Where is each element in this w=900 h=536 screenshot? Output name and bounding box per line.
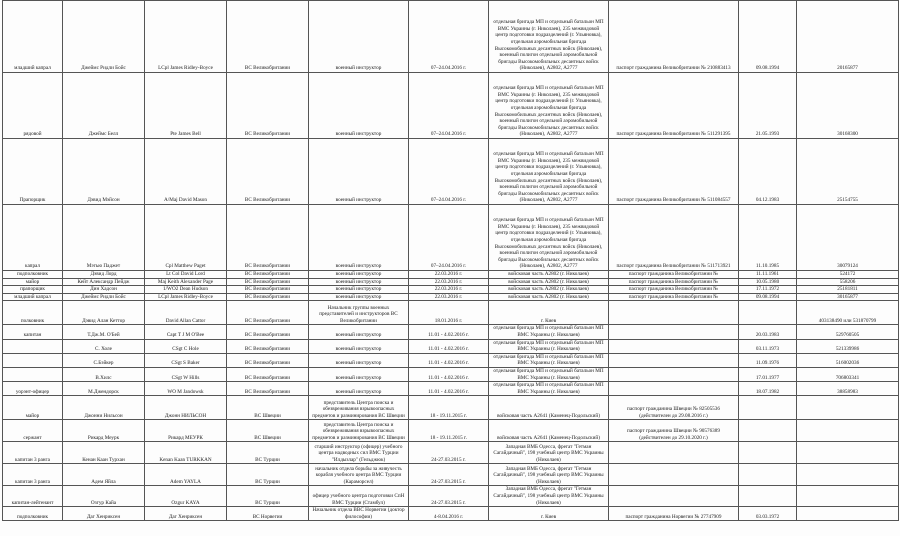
cell-rank: младший капрал bbox=[3, 293, 63, 301]
cell-passport bbox=[609, 339, 739, 353]
cell-country: ВС Швеции bbox=[227, 396, 309, 420]
table-row bbox=[3, 507, 899, 521]
cell-name-en: LCpl James Ridley-Boyce bbox=[145, 1, 227, 73]
cell-unit: Западная ВМБ Одесса, фрегат "Гетман Сагайдачный", 198 учебный центр ВМС Украины (Николаев) bbox=[489, 442, 609, 464]
cell-passport bbox=[609, 442, 739, 464]
cell-name-ru: Кенан Каан Турхан bbox=[63, 442, 145, 464]
cell-name-ru: Рикард Меурк bbox=[63, 420, 145, 442]
cell-country: ВС Великобритании bbox=[227, 382, 309, 396]
cell-unit: отдельная бригада МП и отдельный батальон МП ВМС Украины (г. Николаев), 235 межвидовой центр подготовки подразделений (г. Ульяновка), отдельная аэромобильная бригада Высокомобильных десантных войск (Николаев), военный полигон отдельной аэромобильной бригады Высокомобильных десантных войск (Николаев), А2802, А2777 bbox=[489, 205, 609, 271]
cell-dates: 11.01 - 4.02.2016 г. bbox=[409, 367, 489, 381]
cell-position: военный инструктор bbox=[309, 293, 409, 301]
cell-unit: войсковая часть А2641 (Каменец-Подольский) bbox=[489, 396, 609, 420]
cell-rank: Прапорщик bbox=[3, 139, 63, 205]
cell-unit: г. Киев bbox=[489, 507, 609, 521]
cell-position: военный инструктор bbox=[309, 205, 409, 271]
cell-passport bbox=[609, 301, 739, 325]
cell-name-ru: Озгур Кайа bbox=[63, 486, 145, 507]
cell-unit: отдельная бригада МП и отдельный батальон МП ВМС Украины (г. Николаев), 235 межвидовой центр подготовки подразделений (г. Ульяновка), отдельная аэромобильная бригада Высокомобильных десантных войск (Николаев), военный полигон отдельной аэромобильной бригады Высокомобильных десантных войск (Николаев), А2802, А2777 bbox=[489, 1, 609, 73]
cell-name-en: LCpl James Ridley-Boyce bbox=[145, 293, 227, 301]
cell-name-en: Рикард МЕУРК bbox=[145, 420, 227, 442]
cell-country: ВС Турции bbox=[227, 464, 309, 486]
cell-dates: 22.03.2016 г. bbox=[409, 286, 489, 294]
cell-dob bbox=[739, 396, 797, 420]
cell-country: ВС Швеции bbox=[227, 420, 309, 442]
cell-rank: младший капрал bbox=[3, 1, 63, 73]
cell-rank: капитан 3 ранга bbox=[3, 442, 63, 464]
cell-dates: 24-27.03.2015 г. bbox=[409, 442, 489, 464]
table-row bbox=[3, 1, 899, 73]
cell-position: начальник отдела борьбы за живучесть корабля учебного центра ВМС Турции (Караморсел) bbox=[309, 464, 409, 486]
cell-passport bbox=[609, 353, 739, 367]
cell-name-ru: С. Холе bbox=[63, 339, 145, 353]
cell-country: ВС Великобритании bbox=[227, 278, 309, 286]
cell-name-en: CSgt C Hole bbox=[145, 339, 227, 353]
cell-dob bbox=[739, 420, 797, 442]
cell-name-ru: Т.Дж.М. О'Бей bbox=[63, 325, 145, 339]
cell-dob bbox=[739, 486, 797, 507]
table-row bbox=[3, 339, 899, 353]
cell-rank: майор bbox=[3, 396, 63, 420]
cell-country: ВС Великобритании bbox=[227, 139, 309, 205]
cell-dob: 17.11.1972 bbox=[739, 286, 797, 294]
cell-num: 20165877 bbox=[797, 1, 899, 73]
cell-num: 516002036 bbox=[797, 353, 899, 367]
cell-position: старший инструктор (офицер) учебного центра надводных сил ВМС Турции "Илдызлар" (Гельджюк) bbox=[309, 442, 409, 464]
cell-num: 30165877 bbox=[797, 293, 899, 301]
cell-position: представитель Центра поиска и обезвреживания взрывоопасных предметов и разминирования ВС Швеции bbox=[309, 420, 409, 442]
table-row bbox=[3, 382, 899, 396]
cell-dates: 24-27.03.2015 г. bbox=[409, 486, 489, 507]
cell-dates: 4-8.04.2016 г. bbox=[409, 507, 489, 521]
cell-name-ru: Джеймс Ридли Бойс bbox=[63, 1, 145, 73]
cell-dob: 20.03.1983 bbox=[739, 325, 797, 339]
cell-position: военный инструктор bbox=[309, 139, 409, 205]
table-row bbox=[3, 278, 899, 286]
cell-dob bbox=[739, 442, 797, 464]
cell-dob bbox=[739, 301, 797, 325]
cell-passport bbox=[609, 486, 739, 507]
cell-dob: 10.05.1980 bbox=[739, 278, 797, 286]
table-row bbox=[3, 301, 899, 325]
cell-unit: отдельная бригада МП и отдельный батальон МП ВМС Украины (г. Николаев) bbox=[489, 353, 609, 367]
cell-dates: 18 - 19.11.2015 г. bbox=[409, 420, 489, 442]
cell-country: ВС Турции bbox=[227, 486, 309, 507]
cell-position: военный инструктор bbox=[309, 367, 409, 381]
cell-num: 30168300 bbox=[797, 73, 899, 139]
table-row bbox=[3, 367, 899, 381]
cell-num: 25154755 bbox=[797, 139, 899, 205]
cell-dates: 11.01 - 4.02.2016 г. bbox=[409, 353, 489, 367]
cell-dates: 07–24.04.2016 г. bbox=[409, 205, 489, 271]
cell-rank: полковник bbox=[3, 301, 63, 325]
cell-unit: Западная ВМБ Одесса, фрегат "Гетман Сагайдачный", 198 учебный центр ВМС Украины (Николаев) bbox=[489, 464, 609, 486]
cell-name-en: Cpl Matthew Paget bbox=[145, 205, 227, 271]
cell-dates: 18.01.2016 г. bbox=[409, 301, 489, 325]
table-row bbox=[3, 442, 899, 464]
cell-country: ВС Великобритании bbox=[227, 353, 309, 367]
table-row bbox=[3, 271, 899, 279]
cell-passport bbox=[609, 367, 739, 381]
cell-name-en: Capt T J M O'Bee bbox=[145, 325, 227, 339]
cell-country: ВС Великобритании bbox=[227, 325, 309, 339]
cell-dates: 18 - 19.11.2015 г. bbox=[409, 396, 489, 420]
cell-name-en: Даг Хенриксен bbox=[145, 507, 227, 521]
cell-name-en: Ozgur KAYA bbox=[145, 486, 227, 507]
cell-unit: войсковая часть А2802 (г. Николаев) bbox=[489, 278, 609, 286]
cell-dates: 22.03.2016 г. bbox=[409, 278, 489, 286]
cell-dob: 09.08.1994 bbox=[739, 293, 797, 301]
cell-name-ru: Джеймс Белл bbox=[63, 73, 145, 139]
cell-country: ВС Великобритании bbox=[227, 1, 309, 73]
cell-position: военный инструктор bbox=[309, 339, 409, 353]
cell-dob: 03.03.1972 bbox=[739, 507, 797, 521]
cell-dates: 22.03.2016 г. bbox=[409, 271, 489, 279]
table-row bbox=[3, 286, 899, 294]
table-row bbox=[3, 486, 899, 507]
cell-name-ru: Дэвид Алан Кеттор bbox=[63, 301, 145, 325]
cell-dob: 09.08.1994 bbox=[739, 1, 797, 73]
cell-passport bbox=[609, 382, 739, 396]
cell-country: ВС Великобритании bbox=[227, 286, 309, 294]
cell-name-ru: В.Хилс bbox=[63, 367, 145, 381]
cell-dob: 18.07.1982 bbox=[739, 382, 797, 396]
cell-rank: капитан-лейтенант bbox=[3, 486, 63, 507]
cell-passport: паспорт гражданина Великобритании № bbox=[609, 271, 739, 279]
cell-rank: майор bbox=[3, 278, 63, 286]
cell-name-ru: Мэтью Паджет bbox=[63, 205, 145, 271]
cell-country: ВС Великобритании bbox=[227, 205, 309, 271]
cell-num: 558206 bbox=[797, 278, 899, 286]
cell-dob: 04.12.1983 bbox=[739, 139, 797, 205]
cell-passport: паспорт гражданина Великобритании № bbox=[609, 286, 739, 294]
cell-dates: 11.01 - 4.02.2016 г. bbox=[409, 339, 489, 353]
cell-rank bbox=[3, 339, 63, 353]
cell-num bbox=[797, 464, 899, 486]
cell-dates: 11.01 - 4.02.2016 г. bbox=[409, 382, 489, 396]
cell-unit: отдельная бригада МП и отдельный батальон МП ВМС Украины (г. Николаев) bbox=[489, 325, 609, 339]
personnel-table bbox=[2, 0, 899, 521]
cell-passport bbox=[609, 464, 739, 486]
cell-position: военный инструктор bbox=[309, 353, 409, 367]
table-row bbox=[3, 420, 899, 442]
cell-rank: капрал bbox=[3, 205, 63, 271]
cell-name-en: Adem YAYLA bbox=[145, 464, 227, 486]
cell-name-ru: С.Бэйкер bbox=[63, 353, 145, 367]
cell-num: 403138490 или 531870799 bbox=[797, 301, 899, 325]
cell-num: 521339986 bbox=[797, 339, 899, 353]
cell-unit: отдельная бригада МП и отдельный батальон МП ВМС Украины (г. Николаев), 235 межвидовой центр подготовки подразделений (г. Ульяновка), отдельная аэромобильная бригада Высокомобильных десантных войск (Николаев), военный полигон отдельной аэромобильной бригады Высокомобильных десантных войск (Николаев), А2802, А2777 bbox=[489, 73, 609, 139]
cell-num bbox=[797, 420, 899, 442]
cell-name-ru: Кейт Александр Пейдж bbox=[63, 278, 145, 286]
cell-rank bbox=[3, 353, 63, 367]
cell-position: Начальник группы военных представителей и инструкторов ВС Великобритании bbox=[309, 301, 409, 325]
table-row bbox=[3, 396, 899, 420]
cell-rank: рядовой bbox=[3, 73, 63, 139]
cell-rank: подполковник bbox=[3, 507, 63, 521]
cell-rank: прапорщик bbox=[3, 286, 63, 294]
cell-position: военный инструктор bbox=[309, 271, 409, 279]
cell-name-en: David Allan Cattor bbox=[145, 301, 227, 325]
cell-name-en: Maj Keith Alexander Page bbox=[145, 278, 227, 286]
cell-passport bbox=[609, 325, 739, 339]
cell-num bbox=[797, 507, 899, 521]
cell-num: 30079124 bbox=[797, 205, 899, 271]
cell-name-ru: Даг Хенриксен bbox=[63, 507, 145, 521]
cell-unit: отдельная бригада МП и отдельный батальон МП ВМС Украины (г. Николаев) bbox=[489, 367, 609, 381]
cell-passport: паспорт гражданина Великобритании № 511713921 bbox=[609, 205, 739, 271]
cell-country: ВС Турции bbox=[227, 442, 309, 464]
cell-passport: паспорт гражданина Норвегии № 27747909 bbox=[609, 507, 739, 521]
cell-name-en: Lt Col David Lord bbox=[145, 271, 227, 279]
cell-dates: 22.03.2016 г. bbox=[409, 293, 489, 301]
cell-position: офицер учебного центра подготовки СпН ВМС Турции (Стамбул) bbox=[309, 486, 409, 507]
cell-unit: войсковая часть А2802 (г. Николаев) bbox=[489, 271, 609, 279]
cell-country: ВС Великобритании bbox=[227, 73, 309, 139]
cell-dates: 07–24.04.2016 г. bbox=[409, 1, 489, 73]
cell-unit: Западная ВМБ Одесса, фрегат "Гетман Сагайдачный", 198 учебный центр ВМС Украины (Николаев) bbox=[489, 486, 609, 507]
cell-position: Начальник отдела ВВС Норвегии (доктор философии) bbox=[309, 507, 409, 521]
cell-passport: паспорт гражданина Великобритании № 210883413 bbox=[609, 1, 739, 73]
cell-num: 529760505 bbox=[797, 325, 899, 339]
cell-rank: сержант bbox=[3, 420, 63, 442]
cell-num bbox=[797, 396, 899, 420]
cell-dob bbox=[739, 464, 797, 486]
cell-name-ru: Джеймс Ридли Бойс bbox=[63, 293, 145, 301]
cell-dates: 24-27.03.2015 г. bbox=[409, 464, 489, 486]
cell-country: ВС Великобритании bbox=[227, 367, 309, 381]
cell-name-en: Джонн НИЛЬСОН bbox=[145, 396, 227, 420]
cell-passport: паспорт гражданина Великобритании № 511084557 bbox=[609, 139, 739, 205]
cell-dob: 11.10.1985 bbox=[739, 205, 797, 271]
cell-position: представитель Центра поиска и обезвреживания взрывоопасных предметов и разминирования ВС Швеции bbox=[309, 396, 409, 420]
cell-dates: 11.01 - 4.02.2016 г. bbox=[409, 325, 489, 339]
table-row bbox=[3, 73, 899, 139]
table-row bbox=[3, 464, 899, 486]
cell-country: ВС Великобритании bbox=[227, 293, 309, 301]
table-row bbox=[3, 139, 899, 205]
cell-position: военный инструктор bbox=[309, 1, 409, 73]
cell-num: 706803341 bbox=[797, 367, 899, 381]
cell-name-en: A/Maj David Mason bbox=[145, 139, 227, 205]
cell-rank: уорэнт-офицер bbox=[3, 382, 63, 396]
cell-unit: отдельная бригада МП и отдельный батальон МП ВМС Украины (г. Николаев) bbox=[489, 339, 609, 353]
cell-unit: отдельная бригада МП и отдельный батальон МП ВМС Украины (г. Николаев), 235 межвидовой центр подготовки подразделений (г. Ульяновка), отдельная аэромобильная бригада Высокомобильных десантных войск (Николаев), военный полигон отдельной аэромобильной бригады Высокомобильных десантных войск (Николаев), А2802, А2777 bbox=[489, 139, 609, 205]
cell-dob: 17.01.1977 bbox=[739, 367, 797, 381]
cell-dob: 11.11.1961 bbox=[739, 271, 797, 279]
cell-position: военный инструктор bbox=[309, 325, 409, 339]
cell-name-ru: Адем Яйла bbox=[63, 464, 145, 486]
cell-num: 38858983 bbox=[797, 382, 899, 396]
cell-num bbox=[797, 486, 899, 507]
cell-num bbox=[797, 442, 899, 464]
cell-unit: войсковая часть А2802 (г. Николаев) bbox=[489, 293, 609, 301]
cell-num: 524172 bbox=[797, 271, 899, 279]
cell-country: ВС Великобритании bbox=[227, 271, 309, 279]
cell-country: ВС Великобритании bbox=[227, 301, 309, 325]
cell-unit: войсковая часть А2802 (г. Николаев) bbox=[489, 286, 609, 294]
cell-name-en: Kenan Kaan TURKKAN bbox=[145, 442, 227, 464]
table-row bbox=[3, 353, 899, 367]
cell-rank bbox=[3, 367, 63, 381]
cell-position: военный инструктор bbox=[309, 286, 409, 294]
cell-dob: 21.05.1993 bbox=[739, 73, 797, 139]
cell-name-en: Pte James Bell bbox=[145, 73, 227, 139]
cell-dob: 11.09.1976 bbox=[739, 353, 797, 367]
cell-rank: капитан 3 ранга bbox=[3, 464, 63, 486]
table-row bbox=[3, 293, 899, 301]
cell-dates: 07–24.04.2016 г. bbox=[409, 73, 489, 139]
cell-rank: капитан bbox=[3, 325, 63, 339]
cell-unit: войсковая часть А2641 (Каменец-Подольский) bbox=[489, 420, 609, 442]
table-row bbox=[3, 205, 899, 271]
cell-rank: подполковник bbox=[3, 271, 63, 279]
cell-name-ru: М.Джендорск bbox=[63, 382, 145, 396]
cell-country: ВС Великобритании bbox=[227, 339, 309, 353]
cell-name-en: WO M Jandowsk bbox=[145, 382, 227, 396]
cell-name-ru: Джонни Нильсон bbox=[63, 396, 145, 420]
cell-position: военный инструктор bbox=[309, 73, 409, 139]
cell-passport: паспорт гражданина Швеции № 90576389 (действителен до 29.10.2020 г.) bbox=[609, 420, 739, 442]
cell-position: военный инструктор bbox=[309, 382, 409, 396]
cell-passport: паспорт гражданина Великобритании № bbox=[609, 278, 739, 286]
cell-unit: отдельная бригада МП и отдельный батальон МП ВМС Украины (г. Николаев) bbox=[489, 382, 609, 396]
cell-name-en: 1/WO2 Dean Hudson bbox=[145, 286, 227, 294]
table-row bbox=[3, 325, 899, 339]
cell-position: военный инструктор bbox=[309, 278, 409, 286]
cell-passport: паспорт гражданина Великобритании № bbox=[609, 293, 739, 301]
cell-num: 25181811 bbox=[797, 286, 899, 294]
cell-name-en: CSgt S Baker bbox=[145, 353, 227, 367]
cell-dates: 07–24.04.2016 г. bbox=[409, 139, 489, 205]
cell-passport: паспорт гражданина Швеции № 82505536 (действителен до 29.08.2016 г.) bbox=[609, 396, 739, 420]
cell-unit: г. Киев bbox=[489, 301, 609, 325]
cell-passport: паспорт гражданина Великобритании № 511291395 bbox=[609, 73, 739, 139]
cell-name-ru: Дэвид Мэйсон bbox=[63, 139, 145, 205]
cell-name-ru: Дэвид Лорд bbox=[63, 271, 145, 279]
cell-country: ВС Норвегии bbox=[227, 507, 309, 521]
cell-dob: 03.11.1973 bbox=[739, 339, 797, 353]
cell-name-en: CSgt W Hills bbox=[145, 367, 227, 381]
cell-name-ru: Дин Хадсон bbox=[63, 286, 145, 294]
